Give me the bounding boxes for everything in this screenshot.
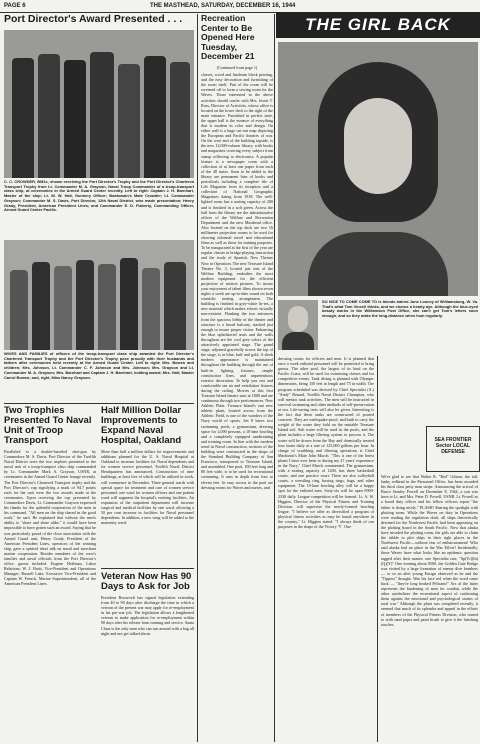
tom-vincell-photo [278, 300, 318, 350]
half-million-headline: Half Million Dollar Improvements to Expand Naval Hospital, Oakland [101, 406, 182, 446]
column-rule [197, 14, 198, 742]
veteran-headline: Veteran Now Has 90 Days to Ask for Job [101, 572, 192, 592]
wives-families-photo [4, 240, 194, 350]
girl-photo-caption: SO NICE TO COME COME TO is blonde-haired June Looney of Williamsburg, W. Va. That's what Tom Vincell thinks, and we chorus a hearty aye. Although the blue-eyed beauty works in the Williamson Post Office, she can't get Tom's letters soon enough, and so they make the long-distance wires hum regularly. [322, 299, 478, 319]
recreation-text: classes, wood and linoleum block printing, and the easy decoration and furnishing of the room itself. Part of the room will be screened off to form a sewing room for the Waves. Those interested in the above activities should confer with Mrs. Jessie T. Ross, Director of Activities, whose office is located on the lower deck to the right of the main entrance. Furnished in perfect taste, the upper hall is the essence of everything that is modern in color and design. On either wall is a huge cut-out map depicting the European and Pacific theatres of war. On the west end of the building topside, is the new 12,000-volume library, with books and magazines covering every subject from stamp collecting to electronics. A popular feature is a newspaper room with a collection of at least one paper from each of the 48 states. Soon to be added to the library are permanent bins of books and periodicals including a complete file of Life Magazine from its inception and a collection of National Geographic Magazines dating from 1918. The well-lighted room has a seating capacity of 200 and is finished in a soft green. Across the hall from the library are the administrative offices of the Welfare and Recreation Department and the new Masthead office. Also located on the top deck are two 16 millimeter projection rooms to be used for showing informal travel and educational films as well as those for training purposes. To be inaugurated at the first of the year are regular classes in bridge-playing instruction and the study of Spanish. New Theatre Now in Operation. The new Treasure Island Theatre No. 3, located just east of the Welfare Building, embodies the most modern equipment for the efficient projection of motion pictures. To insure your enjoyment of talent films shown seven nights a week are up-to-date sound on both scientific seating arrangement. The building is finished in grey-white fir-tex, a new material which makes echoes virtually non-existent. Flanking the two entrances from the spacious lobby of the theater and structure is a broad balcony, stacked just enough to insure proper vision. Enhancing the blue upholstered seats and the walls throughout are the cool grey colors of the attractively appointed stage. The grand stage, adjoined gracefully across the top of the stage, is in blue, buff and gold. A sleek modern appearance is maintained throughout the building through the use of built-in lighting fixtures, simple construction lines, and unpretentious exterior decoration. To help you rest and comfortable sea air and ventilation fixtures during the railing. Movies at this first Treasure Island theatre start at 1800 and are continuous through two performances. New Athletic Plant. Treasure Island's vast new athletic plant, located across from the Athletic Field, is one of the wonders of the Navy world of sports. Set 8 bases two swimming pools, a gymnasium, dressing space for 2,000 persons, a 10-lane bowling and a completely equipped sandtraining and training room. In line with the modern trend in Naval construction, sections of the building were constructed in the shops of the Standard Building Company of San Francisco, transported to Treasure Island, and assembled. One pool, 100 feet long and 80 feet wide, is to be used for recreational swimming. It runs in depth from four to eleven feet. In easy access to the pool are dressing rooms for Waves and nurses, and [201, 72, 273, 490]
masthead-title: THE MASTHEAD, SATURDAY, DECEMBER 16, 1944 [150, 3, 296, 9]
athletic-plant-continued [278, 356, 374, 742]
wives-photo-caption: WIVES AND FAMILIES of officers of the troop-transport class ship awarded the Port Director's Chartered Transport Trophy and the Port Director's Trophy pose proudly with their husbands and fathers after ceremonies held recently at the Armed Guard Center. Left to right: Mrs. Bowen and children; Mrs. Johnson, Lt. Commander C. F. Johnson and Mrs. Johnson; Mrs. Grayson and Lt. Commander M. A. Grayson; Mrs. Barnhart and Captain J. H. Barnhart, holding award; Mrs. Hall; Master Carrol Bowen; and, right, Miss Nancy Grayson. [4, 351, 194, 380]
left-headline-box [4, 14, 194, 28]
veteran-story [101, 572, 194, 742]
divider [101, 568, 194, 569]
column-rule [377, 356, 378, 742]
continued-note: (Continued from page 1) [216, 64, 258, 70]
sea-frontier-column [381, 474, 478, 742]
veteran-text: President Roosevelt has signed legislation extending from 40 to 90 days after discharge the time in which a veteran of the present war may apply for re-employment in his pre-war job. The legislation allows a lengthened veteran to make application for re-employment within 90 days after his release from training and service. Santa Claus is the only man who can run around with a bag all night and not get talked about. [101, 595, 194, 636]
port-director-headline: Port Director's Award Presented . . . [4, 14, 183, 25]
award-photo-caption: C. C. CROWDER, BM1c, shown receiving the Port Director's Trophy and the Port Director's Chartered Transport Trophy from Lt. Commander M. A. Grayson, Naval Troop Commander of a troop-transport class ship, at ceremonies in the Armed Guard Center recently. Left to right: Captain J. H. Barnhart, Master of the ship; Lt. W. W. Hall, Gunnery Officer; Boatswain's Mate Crowder; Lt. Commander Grayson; Commander M. S. Davis, Port Director, 12th Naval District, who made presentation; Henry Grady, President, American President Lines; and Commander E. D. Flaherty, Commanding Officer, Armed Guard Center Pacific. [4, 179, 194, 213]
half-million-text: More than half a million dollars for improvements and additions planned for the U. S. Naval Hospital at Oakland to increase facilities for Naval dependents and for women service personnel, Twelfth Naval District Headquarters has announced. Construction of nine buildings, at least five of which will be utilized in work, will commence in December. Three general wards with special space for treatment and care of women service personnel, one ward for women officers and one patient ward will augment the hospital's existing facilities. An expansion of the outpatient department will increase surgical and medical facilities by one ward, allowing a 50 per cent increase in facilities for Naval personnel dependents. In addition, a new wing will be added to the maternity ward. [101, 449, 194, 526]
two-trophies-text: Paralleled to a double-barreled shot-gun by Commodore M. S. Davis, Port Director of the Twelfth Naval District were the two trophies presented to the naval unit of a troop-transport class ship commanded by Lt. Commander Mark A. Grayson, USNR, at ceremonies in the Armed Guard Center lounge recently. The Port Director's Chartered Transport trophy and the Port Director's cup signifying a mark of 94.7 points each for the unit were the two awards made at the ceremonies. Upon receiving the cup presented by Commodore Davis, Lt. Commander Grayson expressed his thanks for the splendid cooperation of the men in his command. "All men on the ship shared in the good work," he said. He explained that without the men's ability to "share and share alike," it would have been impossible to have gotten such an award. Saying that he was particularly proud of the close association with the Armed Guard unit, Henry Grady, President of the American President Lines, operators of the winning ship, gave a spirited short talk on naval and merchant marine cooperation. Besides members of the crew's families and naval officials from the Port Director's office, guests included: Eugene Hoffman, Labor Relations; W. J. Bush, Vice-President and Operations Manager; Russell Lake, Executive Vice-President and Captain W. French, Marine Superintendent, all of the American President Lines. [4, 449, 96, 587]
sea-frontier-box [426, 426, 480, 472]
athletic-text: dressing rooms for officers and men. It is planned that once a week enlisted personnel will be permitted to bring guests. The other pool, the largest of its kind on the Pacific Coast, will be used for swimming classes and for competitive events. Tank diving is planned with Olympic dimensions, being 150 feet in length and 75 in width. The program scheduled was devised by Chief Specialist (A.) "Andy" Renard, Twelfth Naval District Champion, who will mentor tank activities. The men will be instructed in survival swimming and other methods of self-preservation at sea. Life-saving tests will also be given. Interesting is the fact that these tanks are constructed of poured concrete. They are earthquake-proof, and built to carry the weight of the water they hold on the unstable Treasure Island soil. Salt water will be used in the pools, and the plant includes a large filtering system to process it. The water will be drawn from the Bay and chemically treated four times daily at a rate of 125,000 gallons per hour. In charge of scrubbing and filtering operations is Chief Machinist's Mate John Murch. "This is one of the finest plants I have ever been to during my 27 years' experience in the Navy," Chief Murch commented. The gymnasium, with a seating capacity of 1200, has three basketball courts, and one practice court. There are also volleyball courts, a wrestling ring, boxing rings, bags, and other equipment. The 10-lane bowling alley will be a happy spot for the enlisted men. Sixty-six will be open 0900-2330 daily. League competition will be formed. Lt. A. W. Higgins, Director of the Physical Fitness and Training Division, will supervise the newly-formed bowling league. "I believe we offer as diversified a program of physical fitness activities as may be found anywhere in the country," Lt. Higgins stated. "I always think of our purposes in the shape of the Victory 'V'. One [278, 356, 374, 530]
june-looney-photo [278, 42, 478, 296]
two-trophies-headline: Two Trophies Presented To Naval Unit of Troop Transport [4, 406, 92, 446]
sea-frontier-text: We're glad to see that Walter R. "Red" Gibson, the tall, lanky redhead in the Personnel Office, has been awarded his third class petty man stripe. Announcing the arrival of Bruce Stanley Powell on December 8, 1944, a son was born to Lt. and Mrs. Peter D. Powell, USNR. Lt. Powell as a board duty officer and his fellow officers report "the father is doing nicely." PLASH! Sharing the spotlight with plotting room. While the Waves on duty in Operations were reading the regulation draft, all ships theoretically destined for the Northwest Pacific had been appearing on the plotting board in the South Pacific. Now that alaska have invaded the plotting room, the girls are able to claim the tabkle to plot ships in their right places in the Northwest Pacific—without fear of embarrassment! Who said alaska had no place in the War Effort? Incidentally, these Waves have what looks like an epidemic question tagged after their names: one Specialist rate, "Sp(Tc)(In)(Q)(Y)" One evening about 0500, the Golden Gate Bridge was visited by a large formation of enemy dive bombers — or so an alert young Ensign observed as he and the "Tippers" thought. Was his face red when the word came back — "they're long beaked Pelicans!" Ars of the latter represents the burdening of men for combat, while the other symbolizes the recreational aspect of cushioning them against the emotional and psychological strains of total war." Although the plant was completed recently, it seemed that much of its splendor and appeal in the efforts of members of the Physical Fitness Division, who turned to with sand paper and paint brush to give it the finishing touches. [381, 474, 478, 627]
sea-frontier-spacer [381, 356, 423, 470]
award-ceremony-photo [4, 30, 194, 178]
sea-frontier-title: SEA FRONTIER Sector LOCAL DEFENSE [434, 437, 472, 455]
column-rule [274, 14, 275, 742]
two-trophies-story [4, 406, 96, 742]
divider [4, 403, 194, 404]
half-million-story [101, 406, 194, 566]
girl-back-home-banner: THE GIRL BACK [276, 12, 480, 38]
page-number: PAGE 6 [4, 3, 26, 9]
recreation-headline: Recreation Center to Be Opened Here Tuesday, December 21 [201, 14, 255, 62]
recreation-center-story [201, 14, 273, 742]
